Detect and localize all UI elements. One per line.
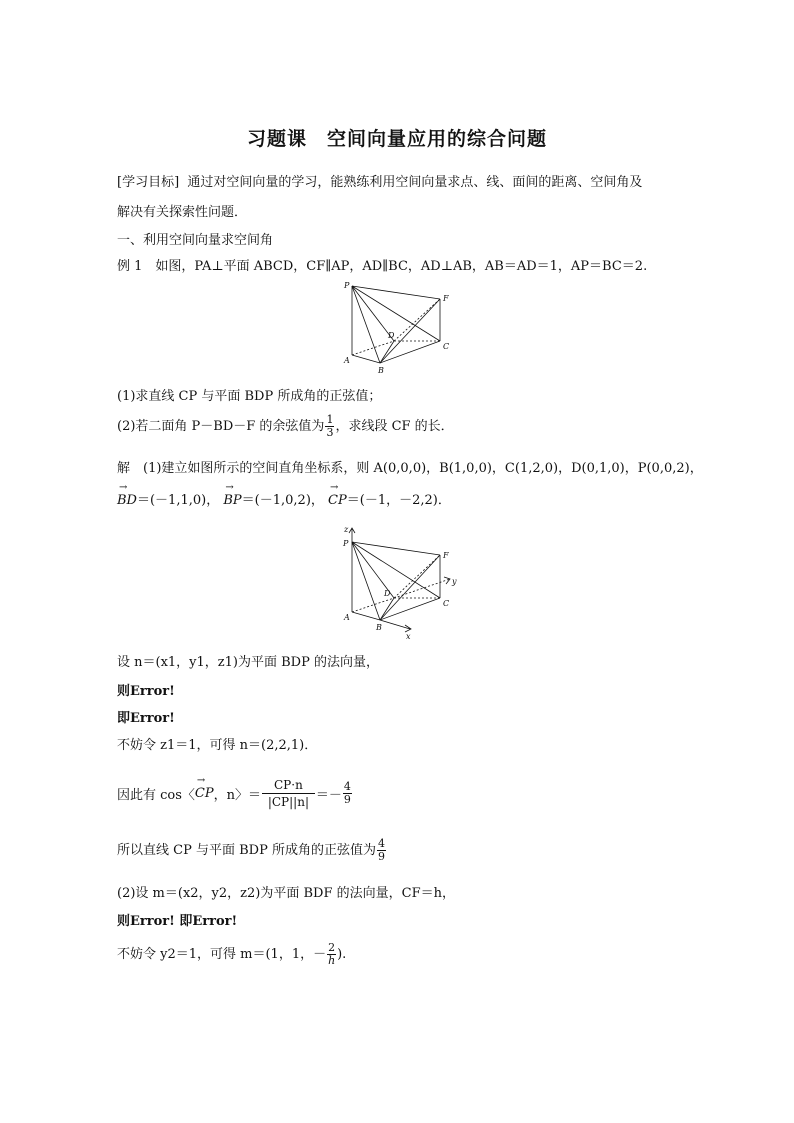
then-system-2: 则Error! 即Error!: [117, 914, 238, 929]
vector-line: [117, 489, 451, 508]
fraction-denominator: 9: [377, 850, 385, 863]
fraction-denominator: 9: [343, 792, 351, 806]
fraction-numerator: 1: [326, 413, 334, 426]
let-y2-post: ).: [337, 947, 347, 962]
learning-objective-line-1: [117, 171, 642, 190]
label-C: C: [443, 599, 450, 608]
label-F: F: [443, 294, 449, 303]
objective-tag: [学习目标]: [117, 175, 180, 190]
label-B: B: [376, 623, 382, 632]
edge-PC: [352, 542, 440, 598]
fraction-numerator: 4: [377, 837, 385, 850]
question-1: (1)求直线 CP 与平面 BDP 所成角的正弦值；: [117, 389, 382, 404]
label-C: C: [443, 342, 450, 351]
then-system-1: 则Error!: [117, 684, 175, 699]
label-F: F: [443, 551, 449, 560]
cos-numerator: CP·n: [262, 777, 315, 794]
fraction-two-over-h: [327, 942, 336, 967]
fraction-four-ninths: [343, 781, 352, 806]
let-z1: 不妨令 z1＝1，可得 n＝(2,2,1)．: [117, 738, 318, 753]
vector-CP: → CP: [328, 493, 347, 508]
edge-PB: [352, 286, 380, 363]
label-z: z: [344, 525, 349, 534]
edge-BD: [380, 598, 394, 620]
fraction-denominator: h: [328, 954, 336, 967]
conclusion-1-pre: 所以直线 CP 与平面 BDP 所成角的正弦值为: [117, 843, 376, 858]
cos-mid: ，n〉＝: [213, 787, 261, 803]
label-P: P: [344, 281, 350, 290]
conclusion-1: [117, 838, 387, 863]
label-B: B: [378, 366, 384, 374]
vector-BP: → BP: [223, 493, 241, 508]
edge-PF: [352, 542, 440, 555]
edge-DF: [394, 299, 440, 341]
fraction-numerator: 4: [343, 779, 351, 793]
edge-DF: [394, 555, 440, 598]
cos-fraction: [262, 777, 315, 810]
axis-x: [380, 620, 410, 629]
vector-CP-value: ＝(－1，－2,2)．: [346, 493, 451, 508]
example-1-statement: 例 1 如图，PA⊥平面 ABCD，CF∥AP，AD∥BC，AD⊥AB，AB＝AD＝1，AP＝BC＝2.: [117, 259, 648, 274]
cos-denominator: |CP||n|: [267, 794, 309, 809]
solution-1-intro: 解 (1)建立如图所示的空间直角坐标系，则 A(0,0,0)，B(1,0,0)，C(1,2,0)，D(0,1,0)，P(0,0,2)，: [117, 461, 703, 476]
vector-BD: → BD: [117, 493, 137, 508]
figure-1-geometry: [340, 279, 460, 374]
objective-text-1: 通过对空间向量的学习，能熟练利用空间向量求点、线、面间的距离、空间角及: [187, 175, 643, 190]
cos-pre: 因此有 cos〈: [117, 787, 195, 803]
axis-y: [394, 579, 450, 598]
let-y2: [117, 942, 346, 967]
question-2-post: ，求线段 CF 的长．: [335, 419, 454, 434]
label-D: D: [388, 331, 395, 340]
fraction-denominator: 3: [326, 426, 334, 439]
ji-system-1: 即Error!: [117, 711, 175, 726]
edge-AB: [352, 612, 380, 620]
solution-2-intro: (2)设 m＝(x2，y2，z2)为平面 BDF 的法向量，CF＝h，: [117, 886, 455, 901]
edge-BC: [380, 598, 440, 620]
edge-BD: [380, 341, 394, 363]
page-title: 习题课 空间向量应用的综合问题: [246, 128, 547, 150]
label-D: D: [384, 589, 391, 598]
set-normal-n: 设 n＝(x1，y1，z1)为平面 BDP 的法向量，: [117, 655, 379, 670]
vector-m-components: (1，1，－: [265, 947, 327, 962]
question-2-pre: (2)若二面角 P－BD－F 的余弦值为: [117, 419, 325, 434]
question-2: [117, 414, 454, 439]
let-y2-pre: 不妨令 y2＝1，可得 m＝: [117, 947, 266, 962]
fraction-one-third: [325, 414, 334, 439]
cos-formula-line: [117, 768, 353, 818]
label-A: A: [344, 356, 350, 365]
cos-result: ＝－: [315, 787, 342, 803]
vector-BP-value: ＝(－1,0,2)，: [241, 493, 324, 508]
label-x: x: [406, 632, 411, 641]
label-P: P: [343, 539, 349, 548]
edge-BF: [380, 555, 440, 620]
edge-BC: [380, 341, 440, 363]
objective-text-2: 解决有关探索性问题．: [117, 205, 248, 220]
figure-2-coordinate-system: [340, 522, 465, 642]
fraction-four-ninths: [377, 838, 386, 863]
edge-PF: [352, 286, 440, 299]
vector-BD-value: ＝(－1,1,0)，: [136, 493, 220, 508]
vector-CP: → CP: [195, 786, 214, 801]
label-A: A: [344, 613, 350, 622]
section-heading-1: 一、利用空间向量求空间角: [117, 233, 274, 248]
edge-AB: [352, 355, 380, 363]
label-y: y: [452, 577, 457, 586]
edge-PB: [352, 542, 380, 620]
fraction-numerator: 2: [328, 941, 336, 954]
